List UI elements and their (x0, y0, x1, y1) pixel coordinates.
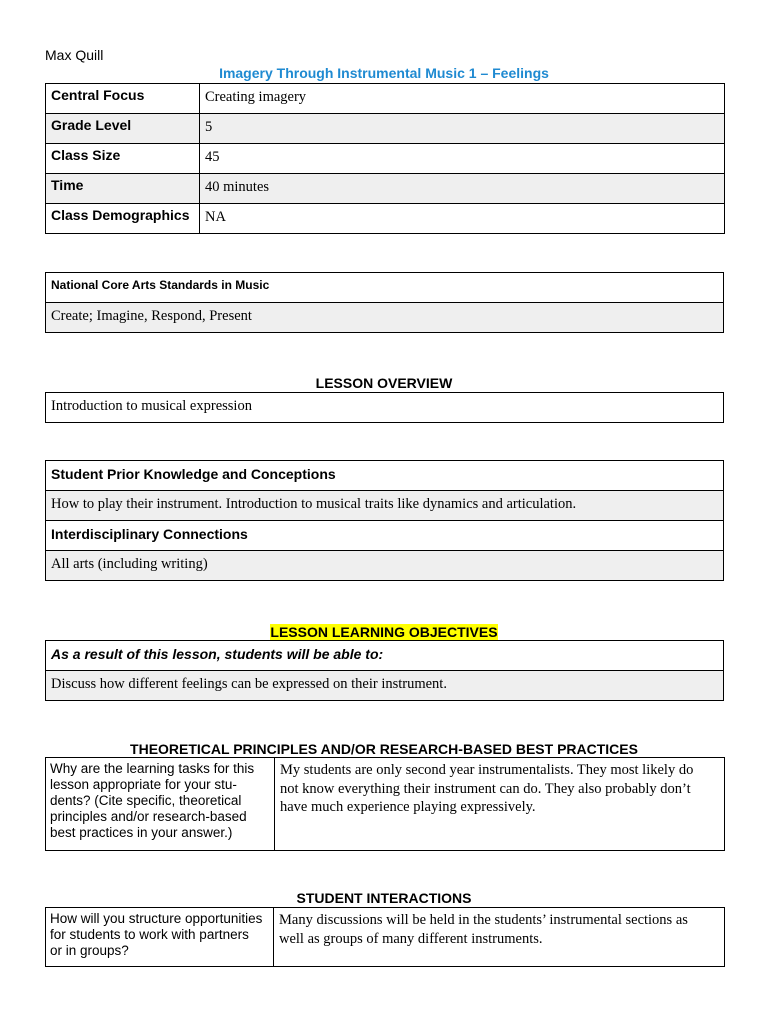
interactions-question: How will you structure opportunities for students to work with partners or in groups? (46, 908, 274, 967)
time-label: Time (46, 174, 200, 204)
table-row (46, 174, 725, 204)
central-focus-label: Central Focus (46, 84, 200, 114)
standards-label: National Core Arts Standards in Music (46, 273, 724, 303)
prior-knowledge-table (45, 460, 724, 581)
objectives-heading: LESSON LEARNING OBJECTIVES (270, 624, 498, 640)
objectives-label: As a result of this lesson, students will be able to: (46, 641, 724, 671)
table-row (46, 144, 725, 174)
standards-table (45, 272, 724, 333)
prior-knowledge-value: How to play their instrument. Introduction to musical traits like dynamics and articulation. (46, 491, 724, 521)
interactions-table (45, 907, 725, 967)
objectives-table (45, 640, 724, 701)
standards-value: Create; Imagine, Respond, Present (46, 303, 724, 333)
class-size-value: 45 (200, 144, 725, 174)
table-row (46, 114, 725, 144)
interdisciplinary-label: Interdisciplinary Connections (46, 521, 724, 551)
class-demographics-value: NA (200, 204, 725, 234)
theory-question: Why are the learning tasks for this lesson appropriate for your stu- dents? (Cite specific, theoretical principles and/or research-based best practices in your answer.) (46, 758, 275, 851)
central-focus-value: Creating imagery (200, 84, 725, 114)
objectives-value: Discuss how different feelings can be expressed on their instrument. (46, 671, 724, 701)
lesson-overview-heading: LESSON OVERVIEW (315, 375, 453, 391)
class-demographics-label: Class Demographics (46, 204, 200, 234)
table-row (46, 84, 725, 114)
table-row (46, 204, 725, 234)
lesson-overview-table (45, 392, 724, 423)
prior-knowledge-label: Student Prior Knowledge and Conceptions (46, 461, 724, 491)
time-value: 40 minutes (200, 174, 725, 204)
objectives-heading-wrap (0, 624, 768, 640)
interdisciplinary-value: All arts (including writing) (46, 551, 724, 581)
grade-level-value: 5 (200, 114, 725, 144)
lesson-overview-value: Introduction to musical expression (46, 393, 724, 423)
interactions-heading: STUDENT INTERACTIONS (296, 890, 472, 906)
document-title: Imagery Through Instrumental Music 1 – Feelings (219, 65, 549, 81)
theory-answer: My students are only second year instrumentalists. They most likely do not know everything their instrument can do. They also probably don’t have much experience playing expressively. (275, 758, 725, 851)
lesson-info-table (45, 83, 725, 234)
interactions-answer: Many discussions will be held in the students’ instrumental sections as well as groups of many different instruments. (274, 908, 725, 967)
theory-table (45, 757, 725, 851)
author-name: Max Quill (45, 47, 104, 63)
theory-heading: THEORETICAL PRINCIPLES AND/OR RESEARCH-BASED BEST PRACTICES (130, 741, 638, 757)
grade-level-label: Grade Level (46, 114, 200, 144)
class-size-label: Class Size (46, 144, 200, 174)
